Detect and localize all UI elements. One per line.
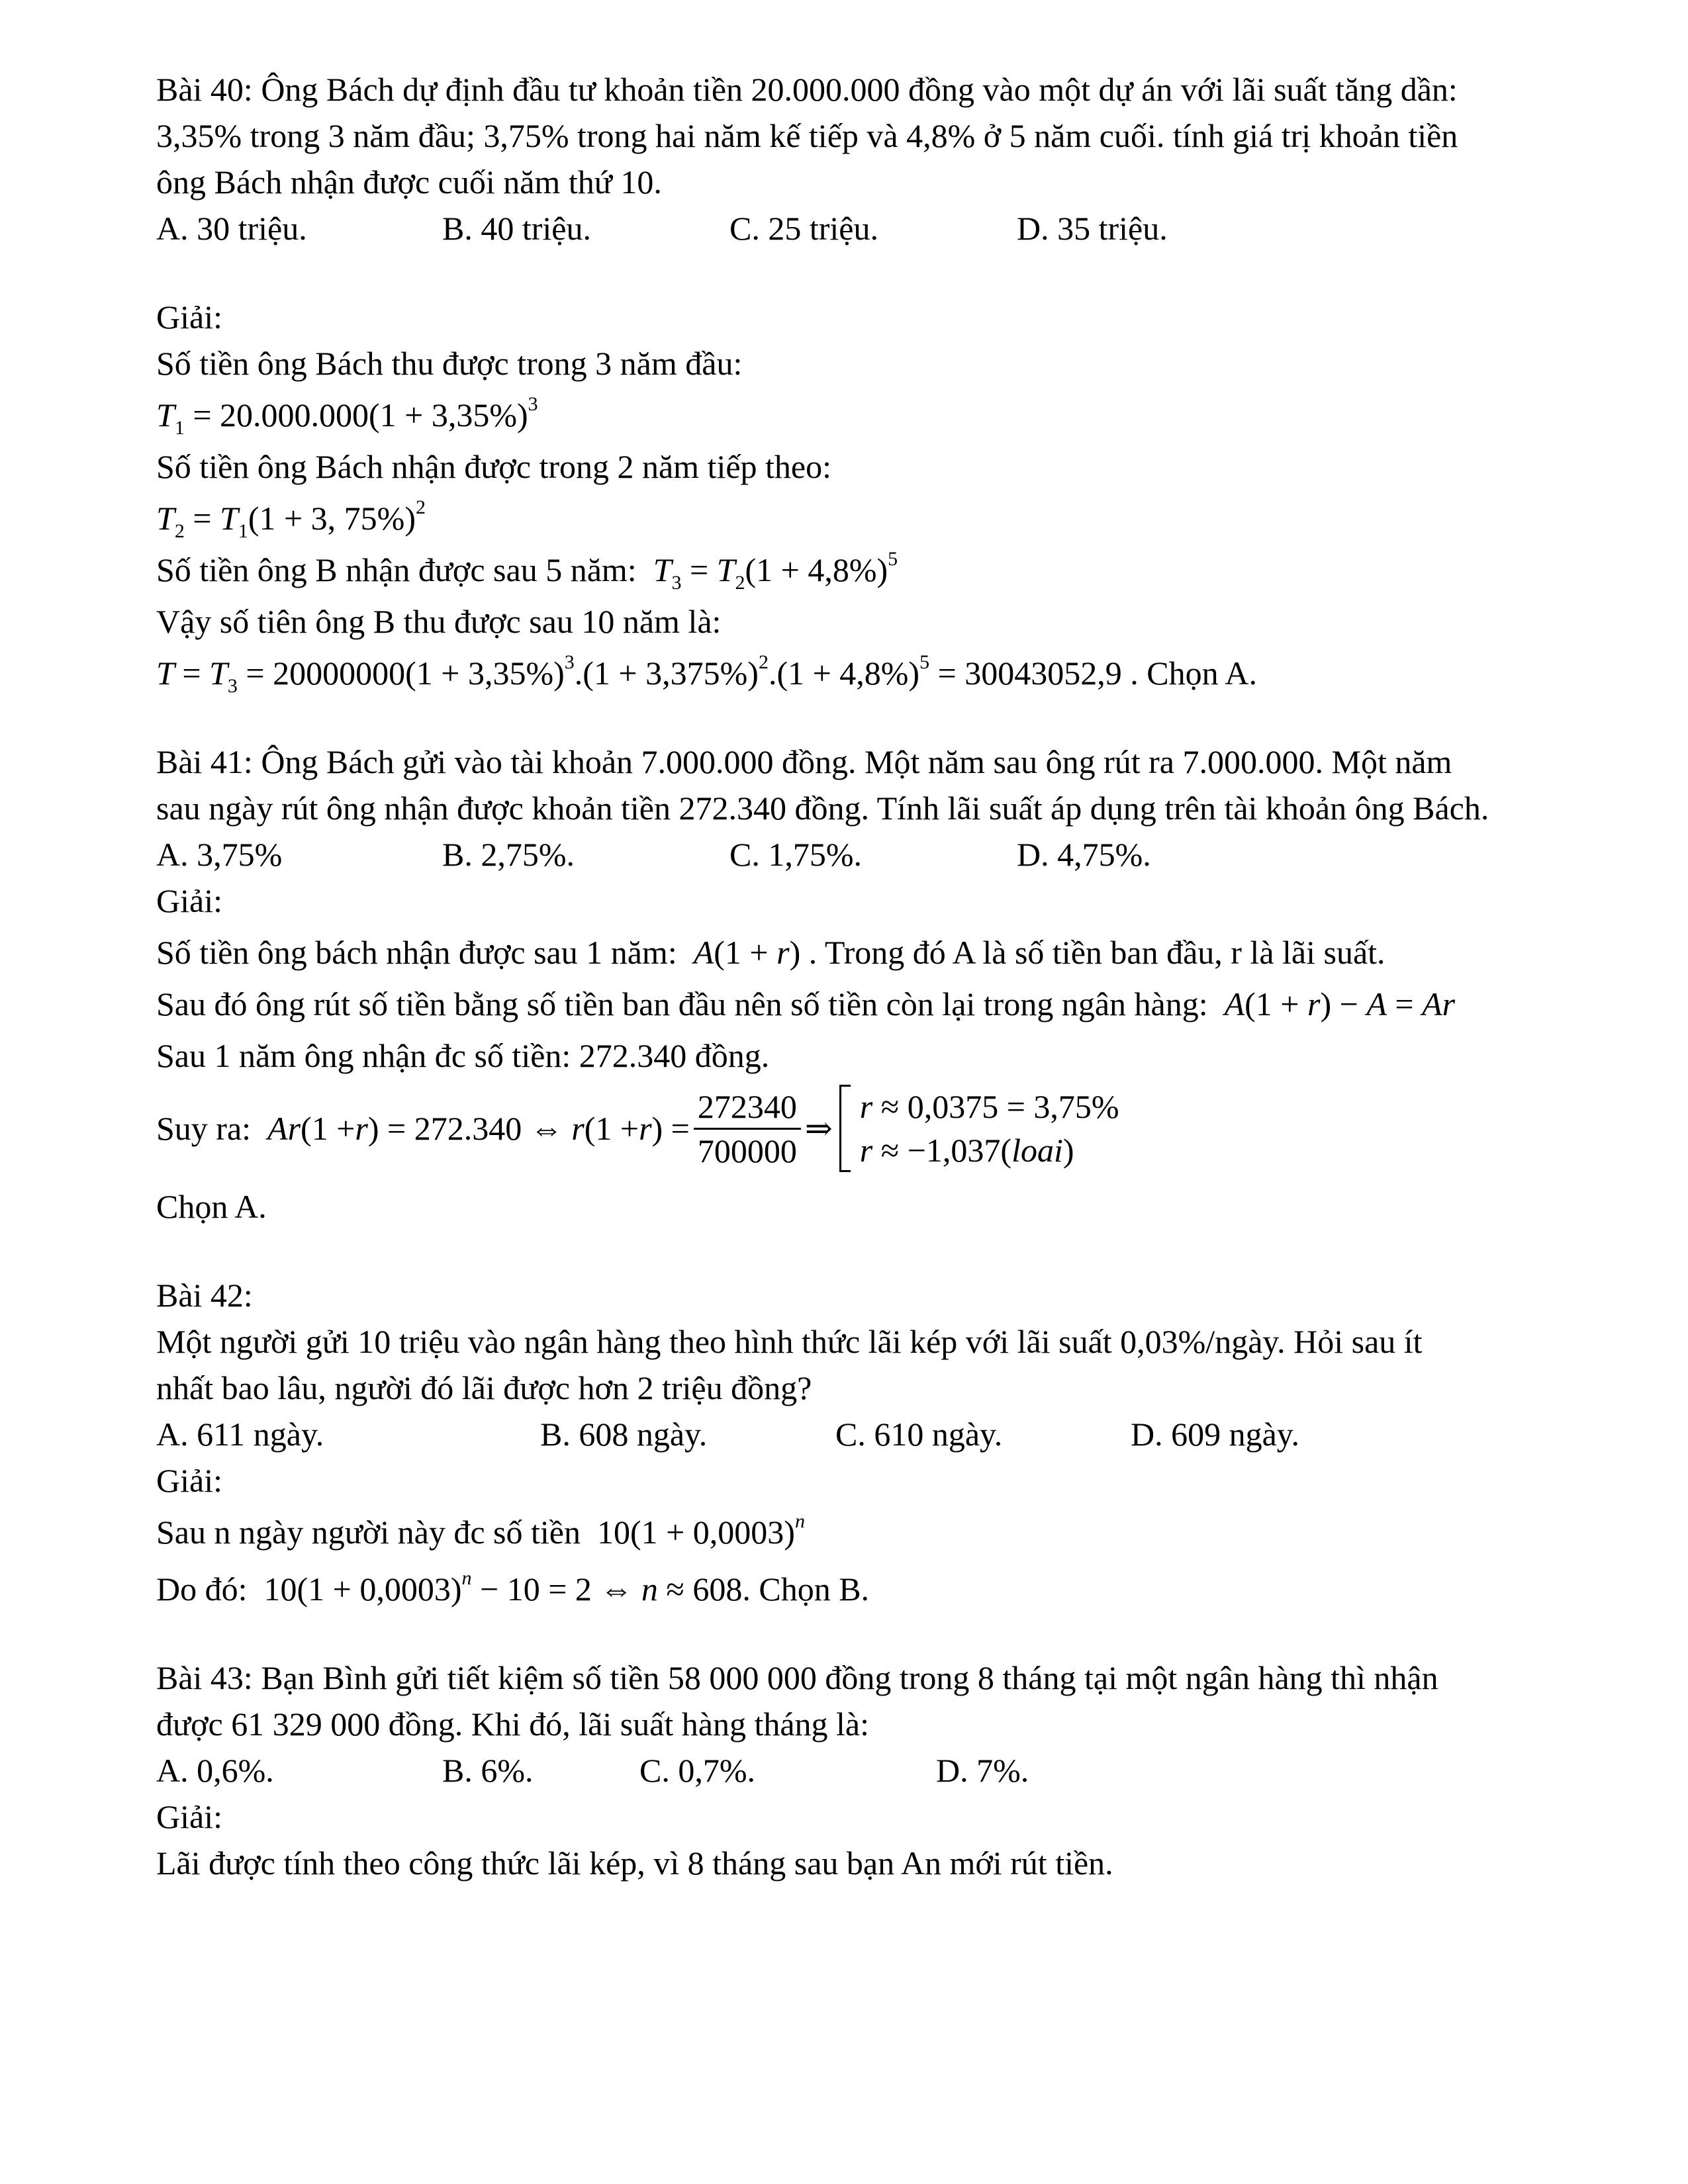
solution-label: Giải: bbox=[156, 882, 222, 919]
solution-step-2: Do đó: $10(1 + 0,0003)^n - 10 = 2$ ⇔ n ≈ 608. Chọn B. bbox=[156, 1567, 870, 1608]
problem-41-question-line-2: sau ngày rút ông nhận được khoản tiền 272.340 đồng. Tính lãi suất áp dụng trên tài khoản ông Bách. bbox=[156, 790, 1489, 827]
solution-step-3: Sau 1 năm ông nhận đc số tiền: 272.340 đồng. bbox=[156, 1037, 770, 1074]
fraction: $\frac{272340}{700000}$ bbox=[694, 1087, 801, 1171]
problem-40-options bbox=[156, 205, 1613, 251]
option-c: C. 610 ngày. bbox=[835, 1416, 1003, 1453]
solution-step-1: Lãi được tính theo công thức lãi kép, vì 8 tháng sau bạn An mới rút tiền. bbox=[156, 1844, 1113, 1882]
problem-42-title: Bài 42: bbox=[156, 1277, 253, 1314]
problem-40-question-line-2: 3,35% trong 3 năm đầu; 3,75% trong hai năm kế tiếp và 4,8% ở 5 năm cuối. tính giá trị khoản tiền bbox=[156, 117, 1458, 154]
option-d: D. 4,75%. bbox=[1017, 836, 1151, 873]
option-d: D. 609 ngày. bbox=[1131, 1416, 1300, 1453]
solution-step-1: Số tiền ông Bách thu được trong 3 năm đầu: bbox=[156, 345, 743, 382]
document-page bbox=[156, 66, 1613, 1886]
solution-step-4: Vậy số tiên ông B thu được sau 10 năm là: bbox=[156, 603, 722, 640]
problem-43 bbox=[156, 1655, 1613, 1886]
solution-label: Giải: bbox=[156, 298, 222, 336]
formula-total: $T = T_3 = 20000000(1 + 3,35\%)^3.(1 + 3,375\%)^2.(1 + 4,8\%)^5 = 30043052,9$ . Chọn A. bbox=[156, 651, 1257, 697]
option-b: B. 6%. bbox=[442, 1752, 534, 1789]
solution-label: Giải: bbox=[156, 1798, 222, 1835]
solution-step-1: Sau n ngày người này đc số tiền $10(1 + 0,0003)^n$ bbox=[156, 1510, 805, 1551]
problem-42-question-line-2: nhất bao lâu, người đó lãi được hơn 2 triệu đồng? bbox=[156, 1369, 812, 1406]
problem-41-question-line-1: Bài 41: Ông Bách gửi vào tài khoản 7.000.000 đồng. Một năm sau ông rút ra 7.000.000. Một năm bbox=[156, 743, 1452, 780]
solution-label: Giải: bbox=[156, 1462, 222, 1499]
formula-solve-rate: Suy ra: Ar (1 + r ) = 272.340 ⇔ r (1 + r ) = $\frac{272340}{700000}$ ⇒ r ≈ 0,0375 = 3,75% r ≈ −1,037(loai) bbox=[156, 1079, 1613, 1178]
option-a: A. 30 triệu. bbox=[156, 210, 307, 247]
solution-step-1: Số tiền ông bách nhận được sau 1 năm: A(1 + r) . Trong đó A là số tiền ban đầu, r là lãi suất. bbox=[156, 934, 1385, 971]
option-a: A. 3,75% bbox=[156, 836, 283, 873]
option-b: B. 608 ngày. bbox=[540, 1416, 708, 1453]
problem-42-question-line-1: Một người gửi 10 triệu vào ngân hàng theo hình thức lãi kép với lãi suất 0,03%/ngày. Hỏi sau ít bbox=[156, 1323, 1423, 1360]
option-c: C. 1,75%. bbox=[729, 836, 862, 873]
solution-system: r ≈ 0,0375 = 3,75% r ≈ −1,037(loai) bbox=[839, 1085, 1119, 1172]
problem-43-options bbox=[156, 1747, 1613, 1794]
problem-42 bbox=[156, 1272, 1613, 1612]
problem-41-options bbox=[156, 831, 1613, 878]
problem-41 bbox=[156, 739, 1613, 1230]
formula-t1: $T_1 = 20.000.000(1 + 3,35\%)^3$ bbox=[156, 393, 538, 439]
option-a: A. 0,6%. bbox=[156, 1752, 274, 1789]
option-c: C. 25 triệu. bbox=[729, 210, 878, 247]
problem-40-question-line-1: Bài 40: Ông Bách dự định đầu tư khoản tiền 20.000.000 đồng vào một dự án với lãi suất tăng dần: bbox=[156, 71, 1458, 108]
formula-t2: $T_2 = T_1(1 + 3$, 75%)$^2$ bbox=[156, 496, 426, 542]
problem-42-options bbox=[156, 1411, 1613, 1457]
solution-answer: Chọn A. bbox=[156, 1188, 267, 1225]
problem-43-question-line-1: Bài 43: Bạn Bình gửi tiết kiệm số tiền 58 000 000 đồng trong 8 tháng tại một ngân hàng thì nhận bbox=[156, 1659, 1438, 1696]
solution-step-2: Số tiền ông Bách nhận được trong 2 năm tiếp theo: bbox=[156, 448, 832, 485]
option-b: B. 40 triệu. bbox=[442, 210, 591, 247]
option-b: B. 2,75%. bbox=[442, 836, 575, 873]
problem-40-question-line-3: ông Bách nhận được cuối năm thứ 10. bbox=[156, 163, 662, 201]
solution-step-2: Sau đó ông rút số tiền bằng số tiền ban đầu nên số tiền còn lại trong ngân hàng: A(1 + r) − A = Ar bbox=[156, 985, 1456, 1023]
option-d: D. 35 triệu. bbox=[1017, 210, 1168, 247]
option-a: A. 611 ngày. bbox=[156, 1416, 324, 1453]
option-d: D. 7%. bbox=[936, 1752, 1029, 1789]
problem-40 bbox=[156, 66, 1613, 696]
option-c: C. 0,7%. bbox=[639, 1752, 755, 1789]
solution-step-3: Số tiền ông B nhận được sau 5 năm: $T_3 = T_2(1 + 4,8\%)^5$ bbox=[156, 548, 898, 594]
problem-43-question-line-2: được 61 329 000 đồng. Khi đó, lãi suất hàng tháng là: bbox=[156, 1706, 870, 1743]
